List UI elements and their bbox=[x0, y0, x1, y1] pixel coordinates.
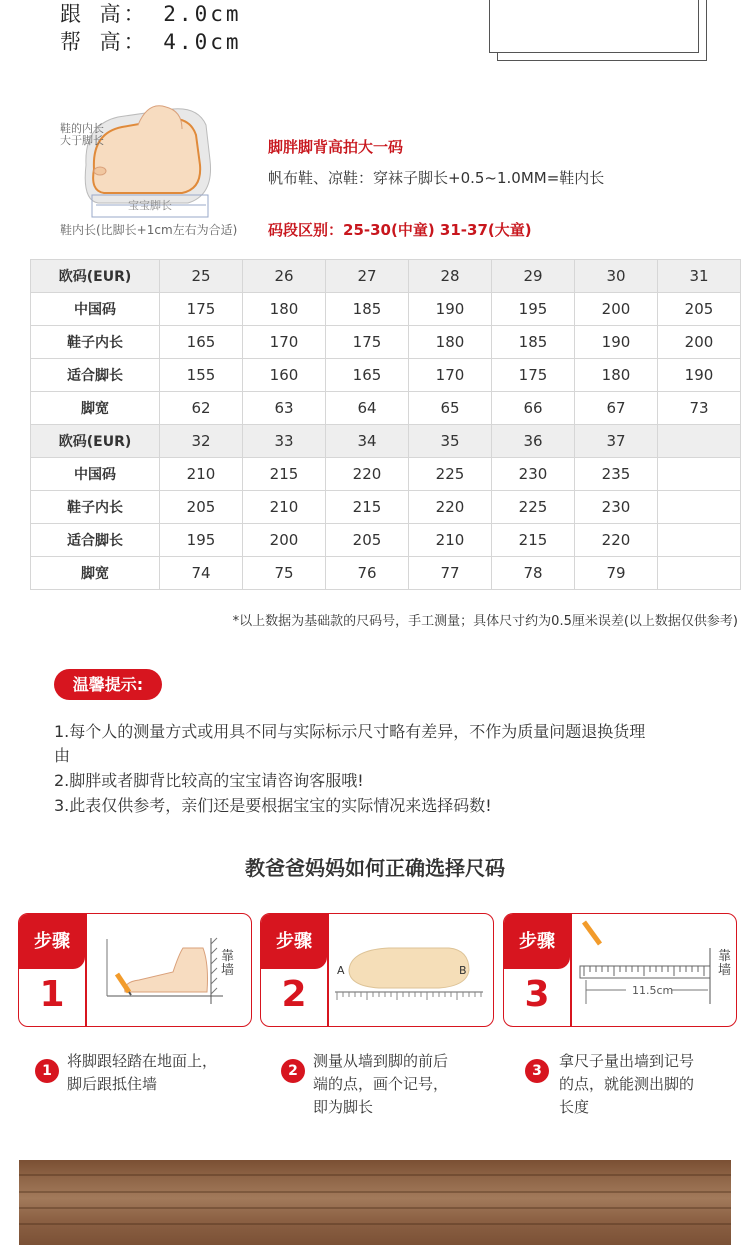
step-3-illustration bbox=[572, 914, 736, 1026]
size-cell: 75 bbox=[243, 557, 326, 590]
size-cell: 73 bbox=[658, 392, 741, 425]
size-cell: 230 bbox=[575, 491, 658, 524]
size-cell: 170 bbox=[243, 326, 326, 359]
size-cell: 74 bbox=[160, 557, 243, 590]
step-1-wall-label: 靠 墙 bbox=[221, 949, 235, 978]
step-3-card bbox=[503, 913, 737, 1027]
size-row bbox=[31, 359, 741, 392]
size-cell bbox=[658, 491, 741, 524]
size-row-label: 脚宽 bbox=[31, 392, 160, 425]
size-cell: 175 bbox=[160, 293, 243, 326]
point-a-label: A bbox=[337, 964, 345, 977]
size-cell: 220 bbox=[575, 524, 658, 557]
size-cell: 225 bbox=[409, 458, 492, 491]
size-row bbox=[31, 557, 741, 590]
step-1-text: 将脚跟轻踏在地面上， 脚后跟抵住墙 bbox=[67, 1052, 218, 1093]
inner-length-caption: 鞋内长(比脚长+1cm左右为合适) bbox=[60, 223, 238, 237]
tip-line-2: 2.脚胖或者脚背比较高的宝宝请咨询客服哦! bbox=[54, 771, 364, 790]
heel-height: 跟 高： 2.0cm bbox=[60, 2, 242, 26]
size-cell: 160 bbox=[243, 359, 326, 392]
size-cell bbox=[658, 458, 741, 491]
size-cell: 190 bbox=[409, 293, 492, 326]
size-cell: 200 bbox=[243, 524, 326, 557]
size-row-label: 适合脚长 bbox=[31, 359, 160, 392]
size-cell: 185 bbox=[492, 326, 575, 359]
size-cell: 79 bbox=[575, 557, 658, 590]
size-row bbox=[31, 425, 741, 458]
size-cell: 27 bbox=[326, 260, 409, 293]
label-baby-foot: 宝宝脚长 bbox=[128, 199, 172, 212]
size-row-label: 中国码 bbox=[31, 458, 160, 491]
size-cell: 165 bbox=[160, 326, 243, 359]
size-cell: 230 bbox=[492, 458, 575, 491]
fit-hint-title: 脚胖脚背高拍大一码 bbox=[268, 138, 404, 156]
step-1-number: 1 bbox=[39, 974, 65, 1015]
step-3-number: 3 bbox=[524, 974, 550, 1015]
size-cell: 200 bbox=[575, 293, 658, 326]
size-cell: 215 bbox=[243, 458, 326, 491]
point-b-label: B bbox=[459, 964, 467, 977]
size-cell: 66 bbox=[492, 392, 575, 425]
size-row bbox=[31, 458, 741, 491]
tip-line-1: 1.每个人的测量方式或用具不同与实际标示尺寸略有差异，不作为质量问题退换货理 bbox=[54, 722, 646, 741]
size-cell: 155 bbox=[160, 359, 243, 392]
size-cell: 33 bbox=[243, 425, 326, 458]
step-1-label: 步骤 bbox=[19, 914, 85, 969]
step-3-label: 步骤 bbox=[504, 914, 570, 969]
size-range-hint: 码段区别：25-30(中童) 31-37(大童) bbox=[268, 221, 532, 239]
upper-height: 帮 高： 4.0cm bbox=[60, 30, 242, 54]
warm-tips-badge: 温馨提示: bbox=[54, 669, 162, 700]
size-cell: 180 bbox=[243, 293, 326, 326]
label-inner-longer: 鞋的内长 大于脚长 bbox=[60, 122, 104, 147]
size-cell: 170 bbox=[409, 359, 492, 392]
tip-line-3: 3.此表仅供参考，亲们还是要根据宝宝的实际情况来选择码数! bbox=[54, 796, 492, 815]
size-cell: 190 bbox=[658, 359, 741, 392]
size-chart-table bbox=[30, 259, 741, 590]
size-row bbox=[31, 293, 741, 326]
size-cell: 78 bbox=[492, 557, 575, 590]
size-cell: 210 bbox=[160, 458, 243, 491]
size-row-label: 鞋子内长 bbox=[31, 326, 160, 359]
size-cell: 205 bbox=[326, 524, 409, 557]
size-cell: 30 bbox=[575, 260, 658, 293]
size-cell bbox=[658, 425, 741, 458]
size-cell: 37 bbox=[575, 425, 658, 458]
size-cell: 180 bbox=[409, 326, 492, 359]
size-guide-title: 教爸爸妈妈如何正确选择尺码 bbox=[245, 856, 505, 880]
size-cell: 185 bbox=[326, 293, 409, 326]
size-cell: 29 bbox=[492, 260, 575, 293]
size-row bbox=[31, 491, 741, 524]
size-cell: 67 bbox=[575, 392, 658, 425]
size-cell: 35 bbox=[409, 425, 492, 458]
size-row-label: 欧码(EUR) bbox=[31, 260, 160, 293]
size-cell: 32 bbox=[160, 425, 243, 458]
step-2-number: 2 bbox=[281, 974, 307, 1015]
tip-line-1-cont: 由 bbox=[54, 746, 71, 765]
size-cell: 77 bbox=[409, 557, 492, 590]
size-row-label: 鞋子内长 bbox=[31, 491, 160, 524]
size-cell: 215 bbox=[492, 524, 575, 557]
step-2-badge: 2 bbox=[281, 1059, 305, 1083]
step-2-illustration bbox=[329, 914, 493, 1026]
size-row-label: 中国码 bbox=[31, 293, 160, 326]
size-cell: 220 bbox=[409, 491, 492, 524]
size-cell bbox=[658, 524, 741, 557]
size-cell: 210 bbox=[243, 491, 326, 524]
size-cell: 76 bbox=[326, 557, 409, 590]
size-row bbox=[31, 326, 741, 359]
step-3-text: 拿尺子量出墙到记号 的点，就能测出脚的 长度 bbox=[559, 1052, 695, 1116]
shoe-box-outline-inner bbox=[489, 0, 699, 53]
step-3-wall-label: 靠 墙 bbox=[718, 949, 732, 978]
size-cell: 190 bbox=[575, 326, 658, 359]
size-cell: 25 bbox=[160, 260, 243, 293]
size-cell: 225 bbox=[492, 491, 575, 524]
step-2-card bbox=[260, 913, 494, 1027]
step-2-label: 步骤 bbox=[261, 914, 327, 969]
size-row bbox=[31, 524, 741, 557]
size-row-label: 适合脚长 bbox=[31, 524, 160, 557]
size-cell: 28 bbox=[409, 260, 492, 293]
step-1-badge: 1 bbox=[35, 1059, 59, 1083]
size-cell: 220 bbox=[326, 458, 409, 491]
size-cell bbox=[658, 557, 741, 590]
size-cell: 165 bbox=[326, 359, 409, 392]
size-cell: 34 bbox=[326, 425, 409, 458]
size-cell: 205 bbox=[658, 293, 741, 326]
size-row-label: 脚宽 bbox=[31, 557, 160, 590]
step-3-badge: 3 bbox=[525, 1059, 549, 1083]
fit-hint-canvas-sandal: 帆布鞋、凉鞋：穿袜子脚长+0.5~1.0MM=鞋内长 bbox=[268, 169, 605, 187]
size-cell: 26 bbox=[243, 260, 326, 293]
size-cell: 36 bbox=[492, 425, 575, 458]
size-cell: 31 bbox=[658, 260, 741, 293]
size-cell: 195 bbox=[492, 293, 575, 326]
size-row bbox=[31, 260, 741, 293]
size-cell: 195 bbox=[160, 524, 243, 557]
size-cell: 180 bbox=[575, 359, 658, 392]
size-cell: 205 bbox=[160, 491, 243, 524]
size-cell: 200 bbox=[658, 326, 741, 359]
ruler-reading: 11.5cm bbox=[632, 984, 674, 997]
size-cell: 65 bbox=[409, 392, 492, 425]
size-cell: 63 bbox=[243, 392, 326, 425]
size-cell: 235 bbox=[575, 458, 658, 491]
step-2-text: 测量从墙到脚的前后 端的点，画个记号， 即为脚长 bbox=[313, 1052, 449, 1116]
size-cell: 175 bbox=[326, 326, 409, 359]
size-row-label: 欧码(EUR) bbox=[31, 425, 160, 458]
step-1-card bbox=[18, 913, 252, 1027]
size-cell: 215 bbox=[326, 491, 409, 524]
size-cell: 62 bbox=[160, 392, 243, 425]
table-note: *以上数据为基础款的尺码号，手工测量；具体尺寸约为0.5厘米误差(以上数据仅供参考) bbox=[232, 614, 738, 629]
size-cell: 210 bbox=[409, 524, 492, 557]
size-cell: 175 bbox=[492, 359, 575, 392]
wood-texture-banner bbox=[19, 1160, 731, 1245]
size-row bbox=[31, 392, 741, 425]
size-cell: 64 bbox=[326, 392, 409, 425]
